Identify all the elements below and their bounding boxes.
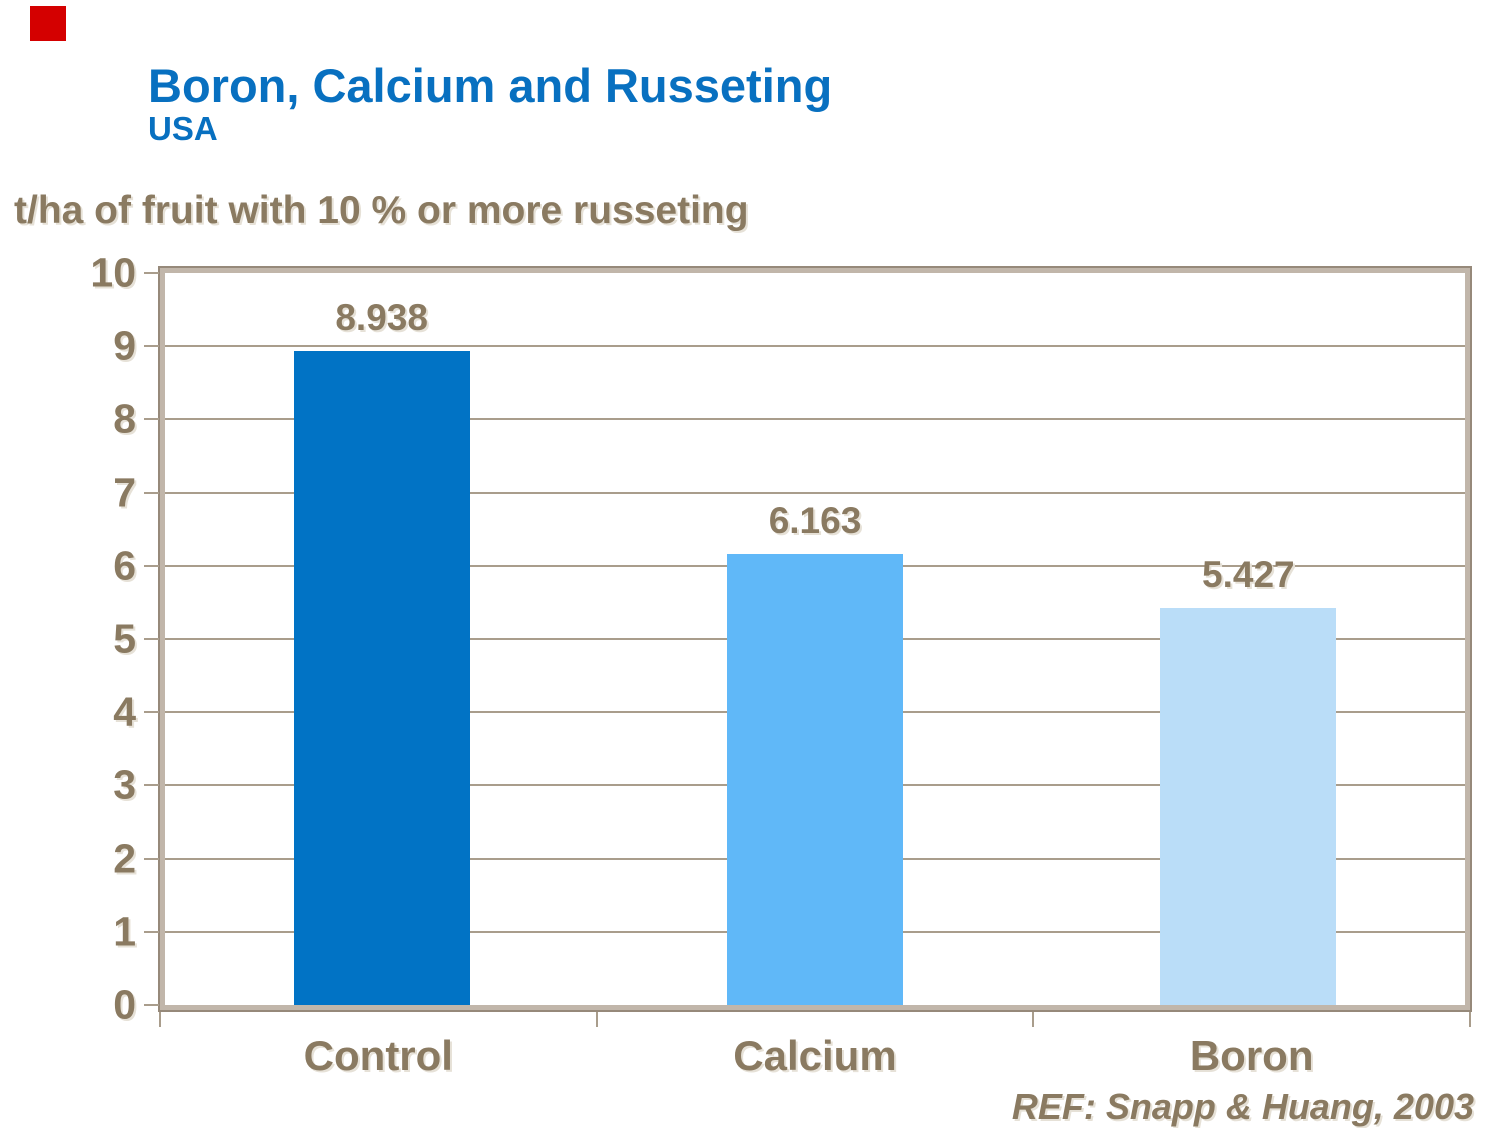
category-label-boron: Boron	[1189, 1032, 1314, 1079]
xtick-mark-1	[596, 1012, 598, 1027]
ytick-mark-8	[144, 418, 159, 420]
gridline-9	[165, 345, 1465, 347]
ytick-mark-1	[144, 931, 159, 933]
ytick-label-8: 8	[113, 395, 136, 442]
reference-citation: REF: Snapp & Huang, 2003	[1011, 1086, 1474, 1127]
ytick-label-6: 6	[113, 542, 136, 589]
ytick-mark-2	[144, 858, 159, 860]
xtick-mark-3	[1469, 1012, 1471, 1027]
ytick-mark-4	[144, 711, 159, 713]
value-label-boron: 5.427	[1202, 553, 1295, 595]
ytick-label-4: 4	[113, 688, 136, 735]
bar-boron	[1160, 608, 1336, 1005]
xtick-mark-0	[159, 1012, 161, 1027]
chart-plot-area	[160, 268, 1470, 1010]
ytick-label-0: 0	[113, 981, 136, 1028]
ytick-mark-3	[144, 784, 159, 786]
ytick-label-3: 3	[113, 761, 136, 808]
ytick-mark-7	[144, 492, 159, 494]
category-label-calcium: Calcium	[733, 1032, 897, 1079]
slide-subtitle: USA	[148, 110, 218, 147]
ytick-mark-6	[144, 565, 159, 567]
ytick-mark-5	[144, 638, 159, 640]
ytick-mark-0	[144, 1004, 159, 1006]
ytick-label-9: 9	[113, 322, 136, 369]
ytick-label-10: 10	[90, 249, 136, 296]
ytick-label-7: 7	[113, 469, 136, 516]
red-logo-square	[30, 6, 66, 41]
ytick-mark-9	[144, 345, 159, 347]
y-axis-title: t/ha of fruit with 10 % or more russeting	[14, 189, 749, 232]
ytick-label-5: 5	[113, 615, 136, 662]
ytick-label-1: 1	[113, 908, 136, 955]
ytick-label-2: 2	[113, 835, 136, 882]
bar-control	[294, 351, 470, 1005]
ytick-mark-10	[144, 272, 159, 274]
value-label-calcium: 6.163	[768, 499, 862, 541]
bar-calcium	[727, 554, 903, 1005]
xtick-mark-2	[1032, 1012, 1034, 1027]
slide-title: Boron, Calcium and Russeting	[148, 59, 833, 112]
chart-plot-inner	[165, 273, 1465, 1005]
category-label-control: Control	[303, 1032, 453, 1079]
value-label-control: 8.938	[335, 296, 428, 338]
